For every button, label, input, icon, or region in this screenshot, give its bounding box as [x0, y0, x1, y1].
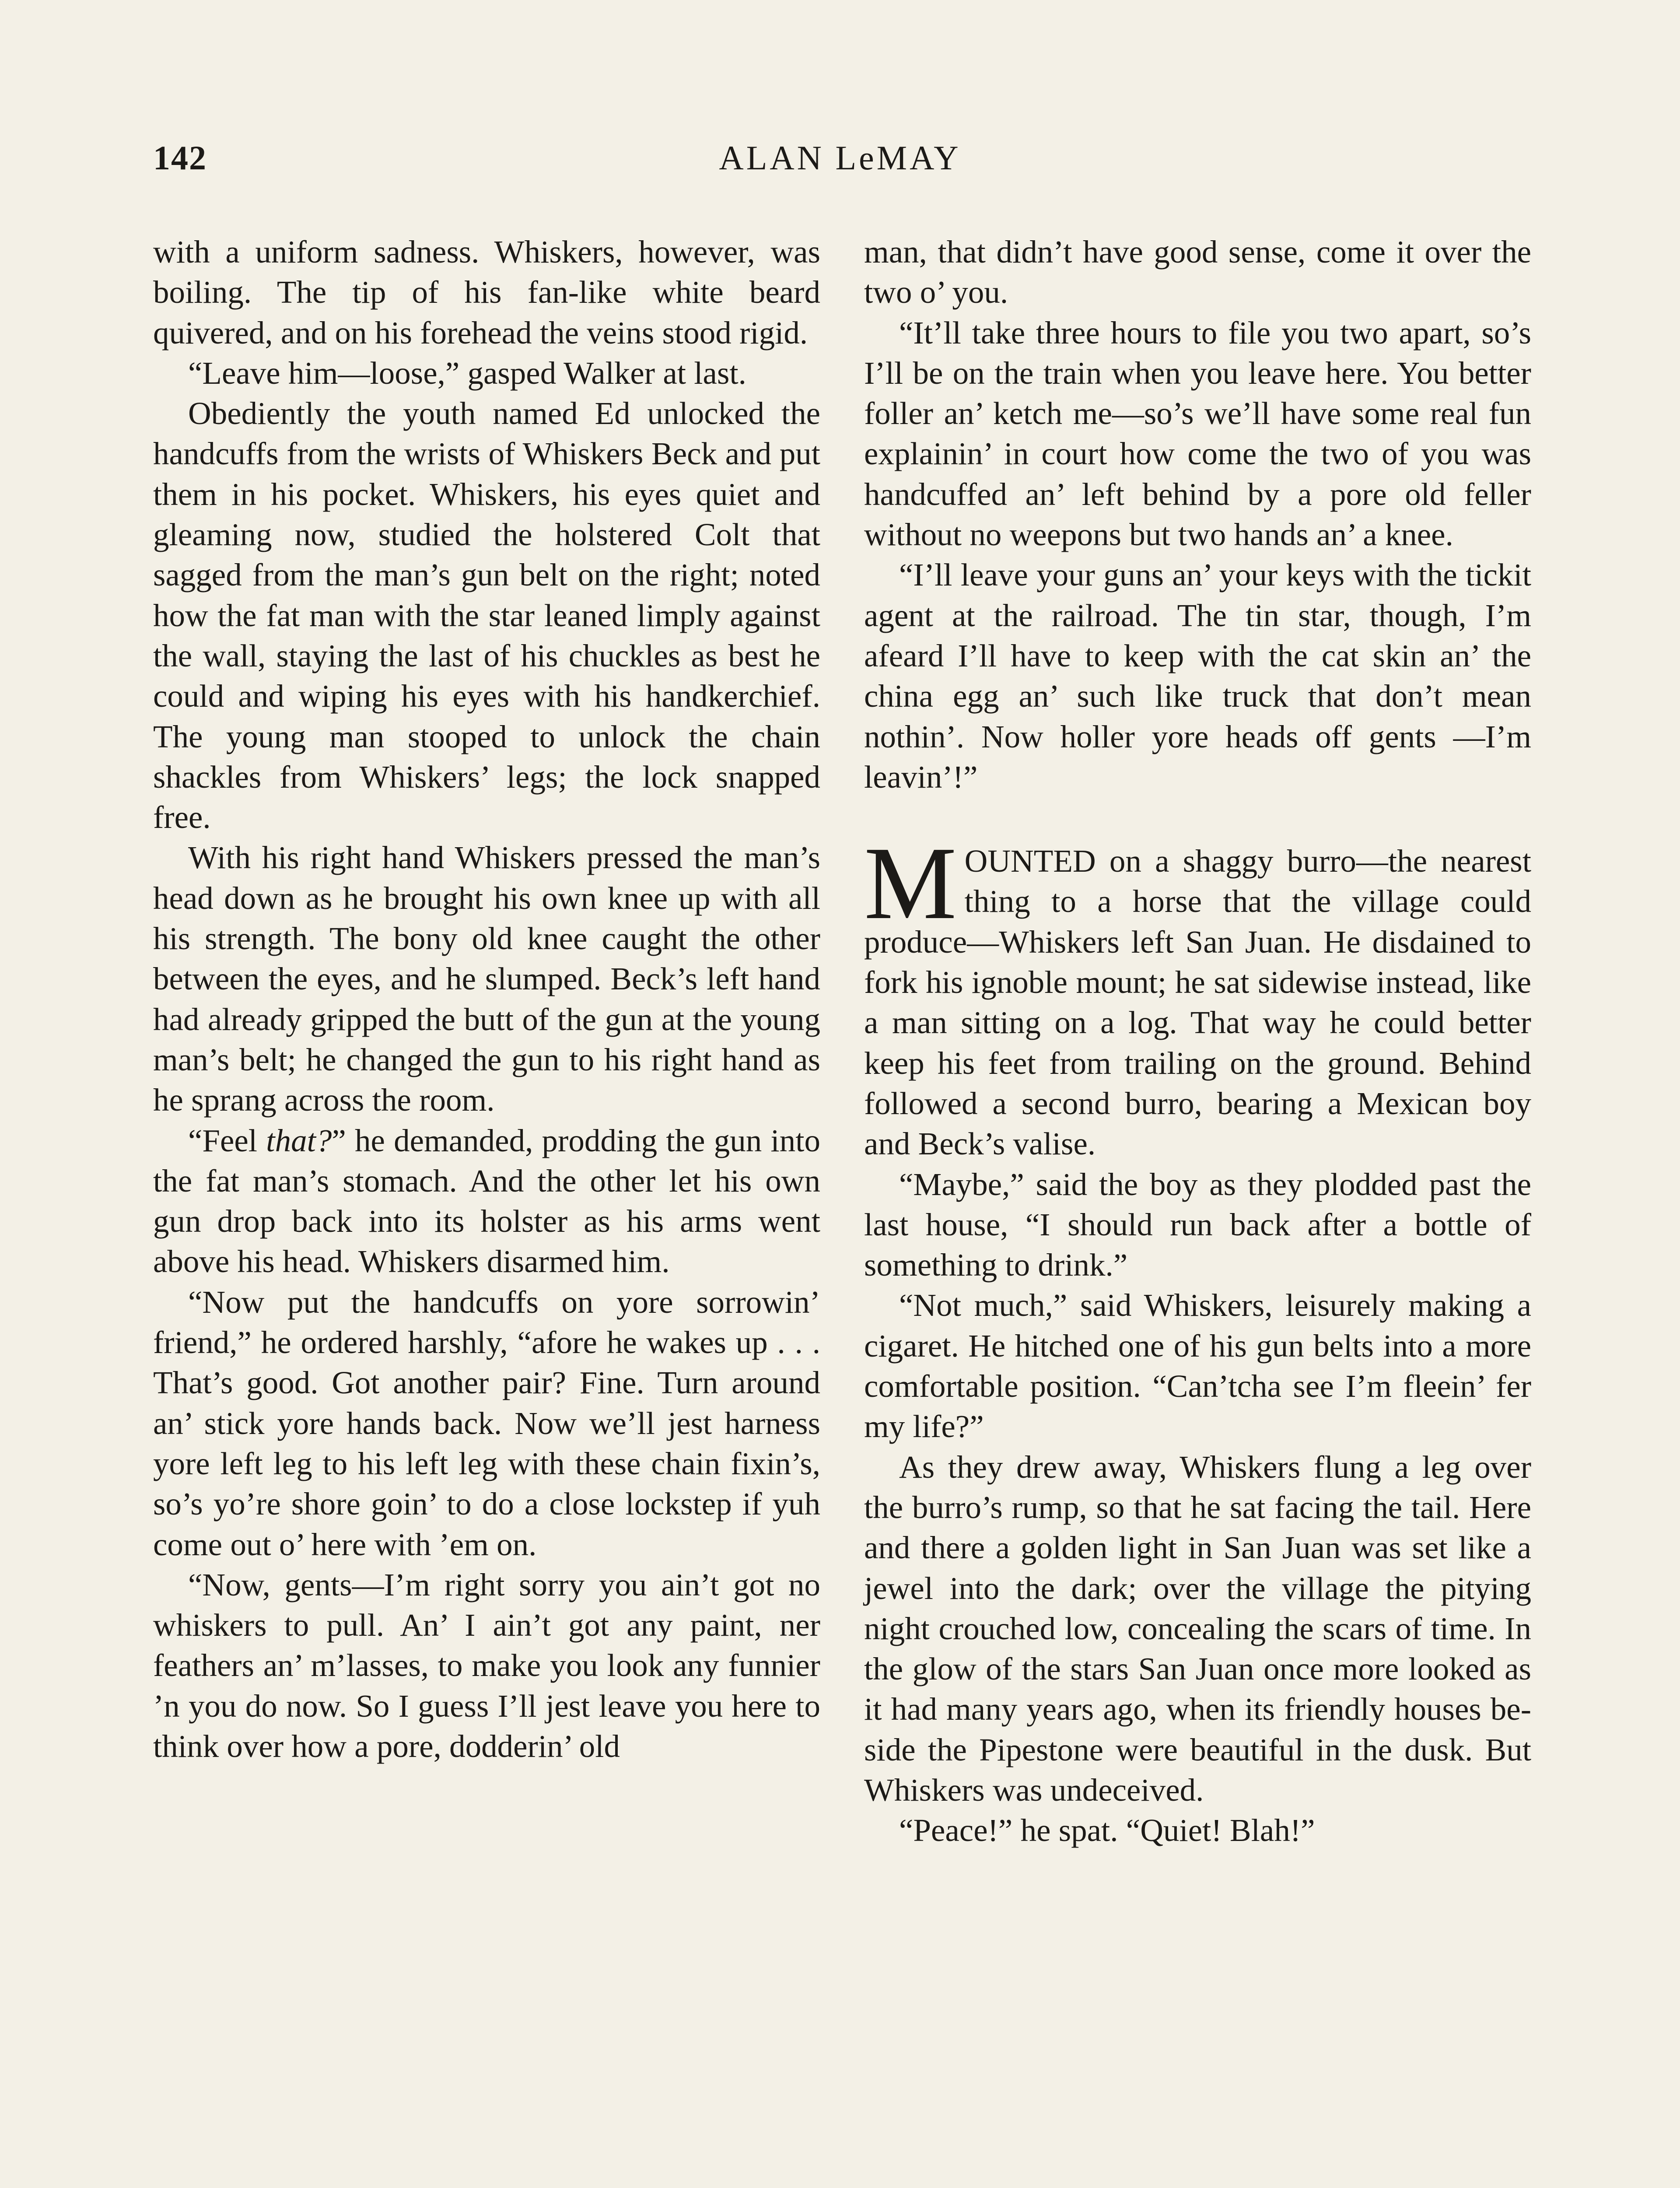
paragraph: “Now put the handcuffs on yore sorrowin’ friend,” he ordered harshly, “afore he wakes up . . . That’s good. Got another pair? Fine. Turn around an’ stick yore hands back. Now we’ll jest harness yore left leg to his left leg with these chain fixin’s, so’s yo’re shore goin’ to do a close lockstep if yuh come out o’ here with ’em on. [153, 1284, 820, 1562]
section-first-paragraph [864, 826, 1531, 1164]
paragraph: With his right hand Whiskers pressed the man’s head down as he brought his own knee up with all his strength. The bony old knee caught the other between the eyes, and he slumped. Beck’s left hand had already gripped the butt of the gun at the young man’s belt; he changed the gun to his right hand as he sprang across the room. [153, 840, 820, 1118]
right-column [864, 232, 1531, 1851]
running-head: ALAN LeMAY [719, 139, 961, 177]
paragraph: “I’ll leave your guns an’ your keys with the tickit agent at the railroad. The tin star, though, I’m afeard I’ll have to keep with the cat skin an’ the china egg an’ such like truck that don’t mean nothin’. Now holler yore heads off gents —I’m leavin’!” [864, 557, 1531, 795]
paragraph: man, that didn’t have good sense, come it over the two o’ you. [864, 234, 1531, 310]
paragraph: As they drew away, Whiskers flung a leg over the burro’s rump, so that he sat facing the tail. Here and there a golden light in San Juan was set like a jewel into the dark; over the village the pitying night crouched low, concealing the scars of time. In the glow of the stars San Juan once more looked as it had many years ago, when its friendly houses beside the Pipestone were beautiful in the dusk. But Whiskers was undeceived. [864, 1449, 1531, 1808]
page-number: 142 [153, 139, 207, 177]
paragraph: “Peace!” he spat. “Quiet! Blah!” [899, 1813, 1315, 1848]
left-column [153, 232, 820, 1767]
paragraph: “Feel that?” he demanded, prodding the gun into the fat man’s stomach. And the other let his own gun drop back into its holster as his arms went above his head. Whiskers disarmed him. [153, 1122, 820, 1280]
paragraph: “Leave him—loose,” gasped Walker at last. [188, 355, 746, 391]
drop-cap: M [864, 826, 957, 941]
emphasis: that? [266, 1122, 332, 1158]
paragraph: “Maybe,” said the boy as they plodded past the last house, “I should run back after a bottle of something to drink.” [864, 1166, 1531, 1283]
paragraph: “It’ll take three hours to file you two apart, so’s I’ll be on the train when you leave here. You better foller an’ ketch me—so’s we’ll have some real fun explainin’ in court how come the two of you was handcuffed an’ left behind by a pore old feller without no weepons but two hands an’ a knee. [864, 315, 1531, 553]
paragraph: Obediently the youth named Ed unlocked the handcuffs from the wrists of Whiskers Beck and put them in his pocket. Whiskers, his eyes quiet and gleaming now, studied the holstered Colt that sagged from the man’s gun belt on the right; noted how the fat man with the star leaned limply against the wall, staying the last of his chuckles as best he could and wiping his eyes with his handkerchief. The young man stooped to unlock the chain shackles from Whiskers’ legs; the lock snapped free. [153, 396, 820, 835]
paragraph: with a uniform sadness. Whiskers, however, was boiling. The tip of his fan-like white beard quivered, and on his forehead the veins stood rigid. [153, 234, 820, 351]
paragraph-text: on a shaggy burro—the nearest thing to a horse that the village could produce—Whiskers left San Juan. He disdained to fork his ignoble mount; he sat sidewise instead, like a man sitting on a log. That way he could better keep his feet from trailing on the ground. Behind followed a second burro, bearing a Mexican boy and Beck’s valise. [864, 843, 1531, 1162]
paragraph: “Not much,” said Whiskers, leisurely making a cigaret. He hitched one of his gun belts into a more comfortable position. “Can’tcha see I’m fleein’ fer my life?” [864, 1287, 1531, 1445]
lead-caps: OUNTED [964, 843, 1096, 879]
paragraph: “Now, gents—I’m right sorry you ain’t got no whiskers to pull. An’ I ain’t got any paint, ner feathers an’ m’lasses, to make you look any funnier ’n you do now. So I guess I’ll jest leave you here to think over how a pore, dodderin’ old [153, 1567, 820, 1764]
